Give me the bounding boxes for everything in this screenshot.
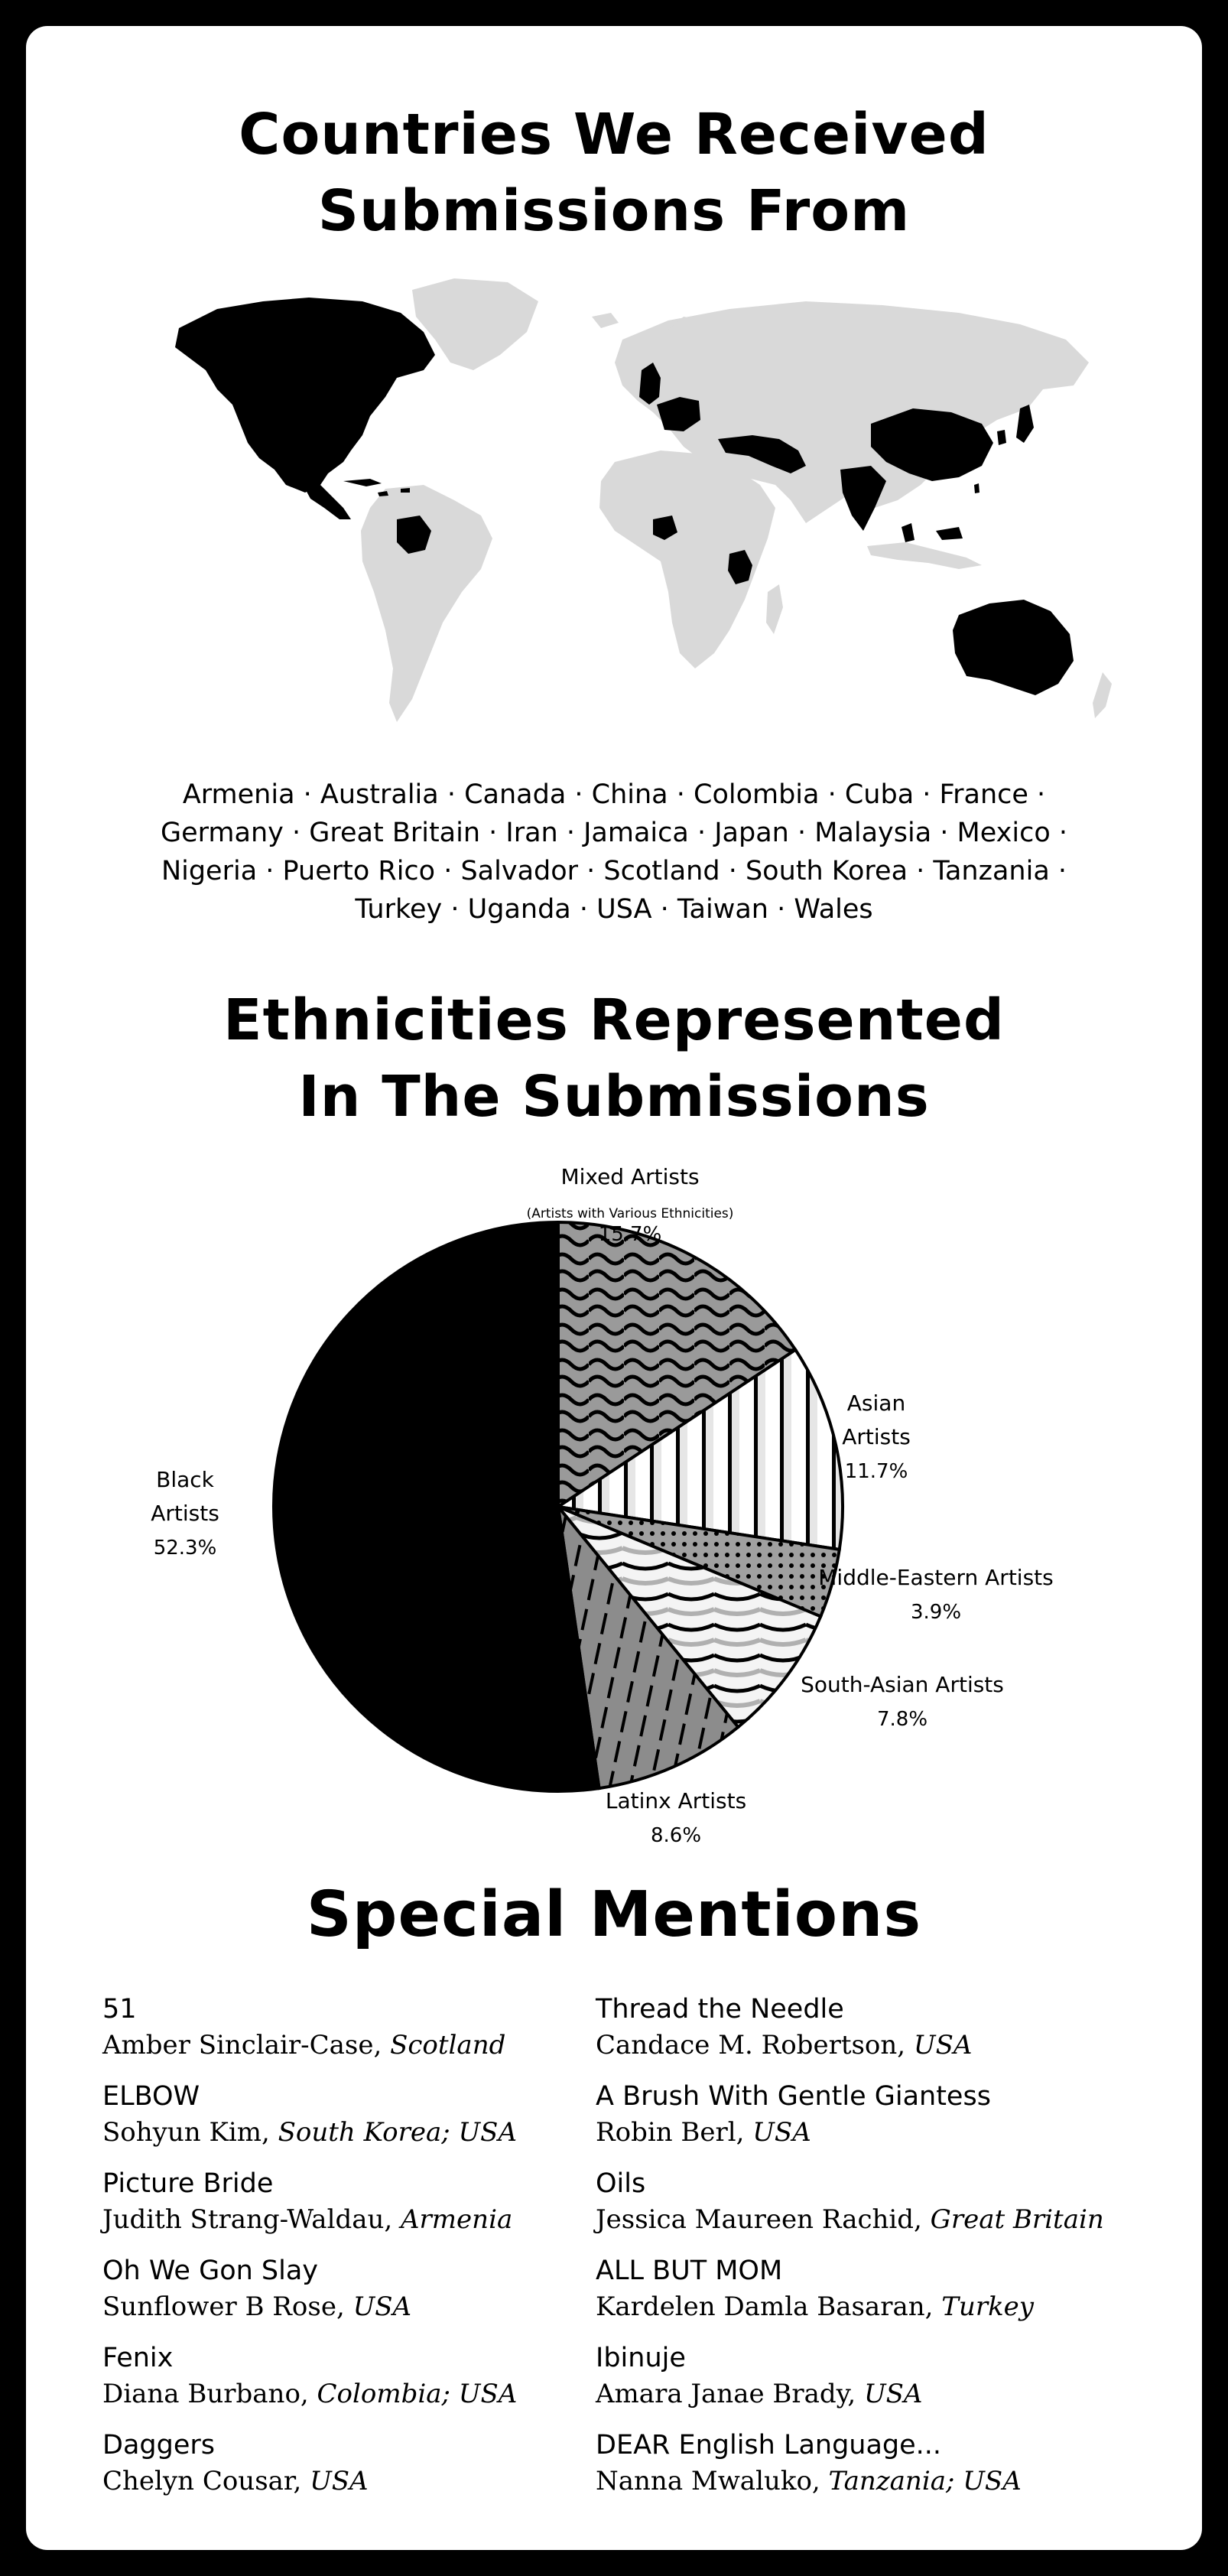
chart-title-line-1: Ethnicities Represented xyxy=(223,987,1005,1053)
map-title xyxy=(26,96,1202,249)
chart-title xyxy=(26,982,1202,1135)
mention-title: ALL BUT MOM xyxy=(596,2256,783,2286)
mention-title: Ibinuje xyxy=(596,2343,686,2373)
south-america-shape xyxy=(361,485,492,722)
mention-author: Amber Sinclair-Case, xyxy=(102,2030,391,2060)
mention-author-line xyxy=(596,2114,1146,2151)
pie-label-2: Asian Artists 11.7% xyxy=(842,1390,911,1483)
map-title-line-1: Countries We Received xyxy=(239,102,989,168)
madagascar-shape xyxy=(766,584,783,634)
mention-title: Thread the Needle xyxy=(596,1994,844,2025)
countries-list: Armenia · Australia · Canada · China · Colombia · Cuba · France · Germany · Great Britain · Iran · Jamaica · Japan · Malaysia · Mexico · Nigeria · Puerto Rico · Salvador · Scotland · South Korea · Tanzania · Turkey · Uganda · USA · Taiwan · Wales xyxy=(161,779,1067,925)
mentions-list xyxy=(102,1992,1173,2515)
mention-country: Turkey xyxy=(941,2291,1035,2322)
mention-author-line xyxy=(596,2463,1146,2500)
mentions-title: Special Mentions xyxy=(306,1878,922,1951)
mention-item xyxy=(596,2428,1146,2515)
mention-author: Nanna Mwaluko, xyxy=(596,2466,829,2496)
mention-author: Jessica Maureen Rachid, xyxy=(596,2204,931,2235)
mention-title: Oh We Gon Slay xyxy=(102,2256,319,2286)
mention-item xyxy=(102,1992,596,2079)
mention-title: 51 xyxy=(102,1994,137,2025)
mention-author-line xyxy=(596,2027,1146,2064)
mention-author: Sohyun Kim, xyxy=(102,2117,278,2148)
mention-country: Great Britain xyxy=(930,2204,1104,2235)
mention-author: Judith Strang-Waldau, xyxy=(102,2204,401,2235)
pie-label-3: Middle-Eastern Artists 3.9% xyxy=(818,1565,1054,1624)
world-map-svg xyxy=(133,255,1127,760)
mention-author: Sunflower B Rose, xyxy=(102,2291,353,2322)
mention-author-line xyxy=(102,2201,596,2238)
iceland-shape xyxy=(592,313,619,328)
mention-item xyxy=(596,2079,1146,2166)
mention-title: Oils xyxy=(596,2168,646,2199)
new-zealand-shape xyxy=(1093,672,1112,718)
mention-author: Diana Burbano, xyxy=(102,2379,317,2409)
pie-slices xyxy=(274,1222,843,1791)
mention-author-line xyxy=(102,2114,596,2151)
mention-title: Fenix xyxy=(102,2343,174,2373)
mention-item xyxy=(596,2166,1146,2253)
mention-country: Colombia; USA xyxy=(317,2379,518,2409)
mention-author: Candace M. Robertson, xyxy=(596,2030,914,2060)
mention-country: USA xyxy=(352,2291,412,2322)
mention-title: A Brush With Gentle Giantess xyxy=(596,2081,991,2112)
ethnicity-pie-chart xyxy=(26,1143,1202,1869)
mention-author: Amara Janae Brady, xyxy=(596,2379,864,2409)
mention-author-line xyxy=(102,2288,596,2325)
mention-item xyxy=(102,2166,596,2253)
mention-country: USA xyxy=(913,2030,973,2060)
mention-author-line xyxy=(102,2463,596,2500)
pie-slice-6 xyxy=(274,1222,599,1791)
mention-country: Armenia xyxy=(401,2204,513,2235)
mention-item xyxy=(596,2253,1146,2340)
mention-title: Picture Bride xyxy=(102,2168,274,2199)
mention-author-line xyxy=(102,2027,596,2064)
pie-chart-svg xyxy=(26,1143,1202,1869)
mention-country: South Korea; USA xyxy=(278,2117,518,2148)
mention-country: USA xyxy=(752,2117,811,2148)
mention-country: Tanzania; USA xyxy=(828,2466,1022,2496)
mention-country: Scotland xyxy=(390,2030,506,2060)
mention-item xyxy=(596,2340,1146,2428)
mention-item xyxy=(102,2340,596,2428)
pie-label-4: South-Asian Artists 7.8% xyxy=(801,1672,1004,1731)
mention-author-line xyxy=(596,2288,1146,2325)
malaysia-shape xyxy=(902,523,963,542)
mention-item xyxy=(102,2428,596,2515)
map-title-line-2: Submissions From xyxy=(317,178,911,244)
mention-country: USA xyxy=(863,2379,923,2409)
world-map xyxy=(133,255,1127,760)
mention-author-line xyxy=(102,2376,596,2412)
pie-label-5: Latinx Artists 8.6% xyxy=(605,1788,747,1847)
mention-item xyxy=(102,2079,596,2166)
pie-label-1: Mixed Artists (Artists with Various Ethnicities) 15.7% xyxy=(526,1164,734,1246)
north-america-shape xyxy=(175,298,435,493)
mention-item xyxy=(102,2253,596,2340)
mention-author-line xyxy=(596,2201,1146,2238)
mention-title: ELBOW xyxy=(102,2081,200,2112)
mention-author: Kardelen Damla Basaran, xyxy=(596,2291,942,2322)
mention-country: USA xyxy=(310,2466,369,2496)
pie-label-6: Black Artists 52.3% xyxy=(151,1467,219,1560)
mention-author: Robin Berl, xyxy=(596,2117,753,2148)
mention-title: Daggers xyxy=(102,2430,215,2461)
mention-author-line xyxy=(596,2376,1146,2412)
central-america-shape xyxy=(305,485,351,519)
chart-title-line-2: In The Submissions xyxy=(298,1064,930,1130)
australia-shape xyxy=(953,600,1074,695)
mention-title: DEAR English Language... xyxy=(596,2430,942,2461)
infographic-panel xyxy=(26,26,1202,2550)
mention-author: Chelyn Cousar, xyxy=(102,2466,310,2496)
indonesia-shape xyxy=(867,542,982,569)
mention-item xyxy=(596,1992,1146,2079)
